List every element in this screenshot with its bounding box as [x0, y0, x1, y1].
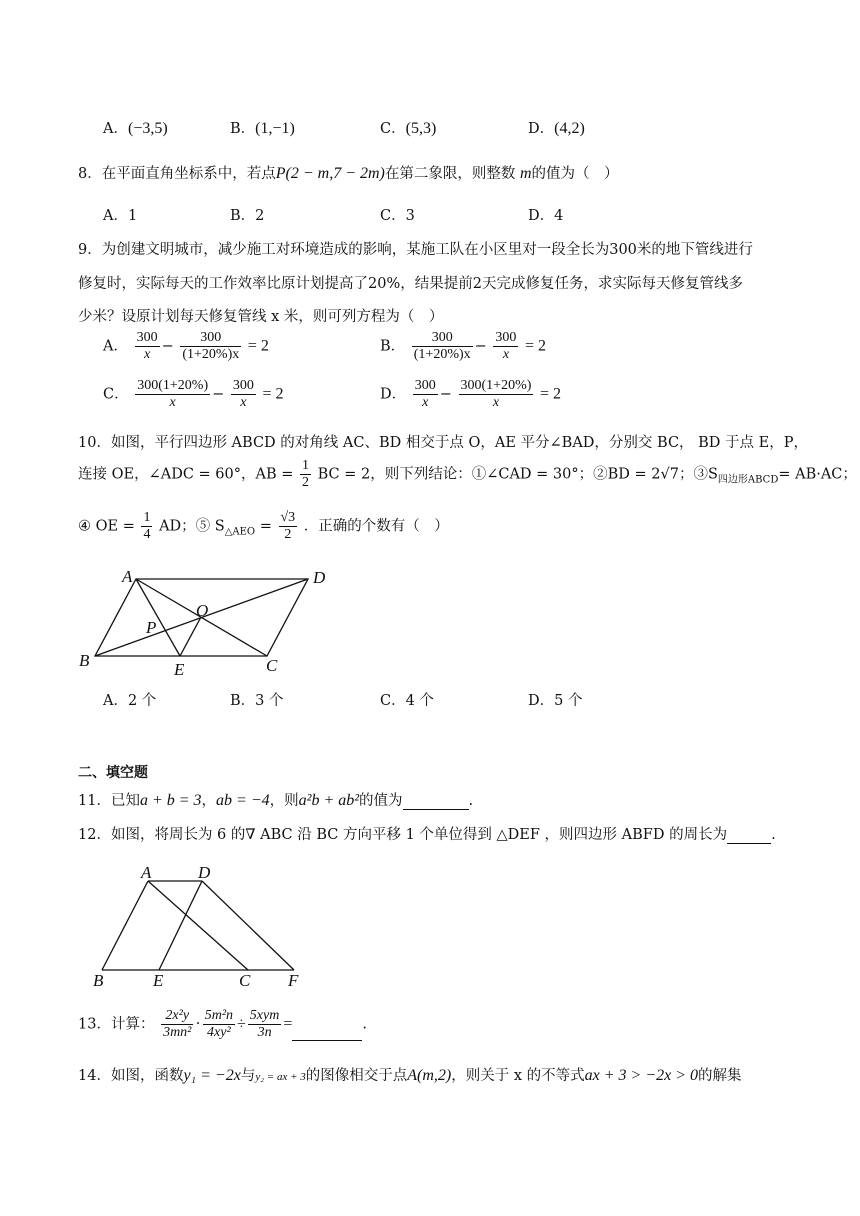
q9-option-a: A． $\frac{300}{x}$ − $\frac{300}{(1+20\%)x}$ = 2	[103, 330, 269, 362]
label-A: A	[141, 863, 152, 882]
label-C: C	[266, 656, 278, 675]
label-E: E	[174, 660, 185, 679]
label-B: B	[93, 971, 104, 990]
q10-parallelogram-figure	[70, 562, 340, 680]
label-D: D	[313, 568, 326, 587]
q10-line1: 10．如图，平行四边形 ABCD 的对角线 AC、BD 相交于点 O，AE 平分∠BAD，分别交 BC， BD 于点 E，P，	[78, 435, 808, 451]
q11-stem: 11．已知a + b = 3，ab = −4，则a²b + ab²的值为 .	[78, 792, 474, 809]
q9-line1: 9．为创建文明城市，减少施工对环境造成的影响，某施工队在小区里对一段全长为300米的地下管线进行	[78, 242, 753, 258]
q8-option-a: A．1	[103, 208, 138, 224]
label-B: B	[79, 651, 90, 670]
q14-stem: 14．如图，函数y₁ = −2x与y₂ = ax + 3的图像相交于点A(m,2)，则关于 x 的不等式ax + 3 > −2x > 0的解集	[78, 1067, 742, 1084]
q10-option-d: D．5 个	[528, 693, 583, 709]
q10-option-b: B．3 个	[230, 693, 284, 709]
q7-option-c: C．(5,3)	[380, 120, 437, 137]
q13-stem: 13．计算： $\frac{\text{2x²y}}{\text{3mn²}}$ · $\frac{\text{5m²n}}{\text{4xy²}}$ ÷ $\frac{\text{5xym}}{3n}$ = .	[78, 1008, 367, 1040]
q8-option-d: D．4	[528, 208, 564, 224]
label-C: C	[239, 971, 251, 990]
q7-option-b: B．(1,−1)	[230, 120, 295, 137]
label-A: A	[122, 567, 133, 586]
q9-option-c: C． $\frac{300(1+20\%)}{x}$ − $\frac{300}{x}$ = 2	[103, 378, 284, 410]
q8-option-b: B．2	[230, 208, 265, 224]
label-E: E	[153, 971, 164, 990]
q12-answer-blank[interactable]	[727, 829, 771, 844]
q10-option-a: A．2 个	[103, 693, 157, 709]
q10-line2: 连接 OE，∠ADC = 60°，AB = $\frac{1}{2}$ BC = 2，则下列结论：①∠CAD = 30°；②BD = 2√7；$③S_{四边形ABCD}= AB\cdot AC$；	[78, 458, 857, 490]
section-heading-fill-blank: 二、填空题	[78, 765, 148, 781]
q9-line2: 修复时，实际每天的工作效率比原计划提高了20%，结果提前2天完成修复任务，求实际每天修复管线多	[78, 276, 743, 292]
q9-option-d: D． $\frac{300}{x}$ − $\frac{300(1+20\%)}{x}$ = 2	[380, 378, 562, 410]
q10-line3: ④ OE = $\frac{1}{4}$ AD；⑤ $S_{\triangle AEO}$ = $\frac{√3}{2}$ ．正确的个数有（ ）	[78, 510, 449, 542]
q9-option-b: B． $\frac{300}{(1+20\%)x}$ − $\frac{300}{x}$ = 2	[380, 330, 547, 362]
q8-stem: 8．在平面直角坐标系中，若点P(2 − m,7 − 2m)在第二象限，则整数 m的值为（ ）	[78, 165, 619, 182]
label-D: D	[198, 863, 211, 882]
q12-translation-figure	[88, 862, 310, 990]
q10-option-c: C．4 个	[380, 693, 434, 709]
label-O: O	[196, 601, 209, 620]
label-F: F	[288, 971, 299, 990]
q12-stem: 12．如图，将周长为 6 的∇ ABC 沿 BC 方向平移 1 个单位得到 △DEF ，则四边形 ABFD 的周长为 .	[78, 827, 776, 843]
label-P: P	[146, 618, 157, 637]
q8-option-c: C．3	[380, 208, 415, 224]
q13-answer-blank[interactable]	[292, 1026, 362, 1041]
q9-line3: 少米？设原计划每天修复管线 x 米，则可列方程为（ ）	[78, 309, 444, 325]
q7-option-d: D．(4,2)	[528, 120, 585, 137]
q7-option-a: A．(−3,5)	[103, 120, 168, 137]
q11-answer-blank[interactable]	[403, 795, 469, 810]
